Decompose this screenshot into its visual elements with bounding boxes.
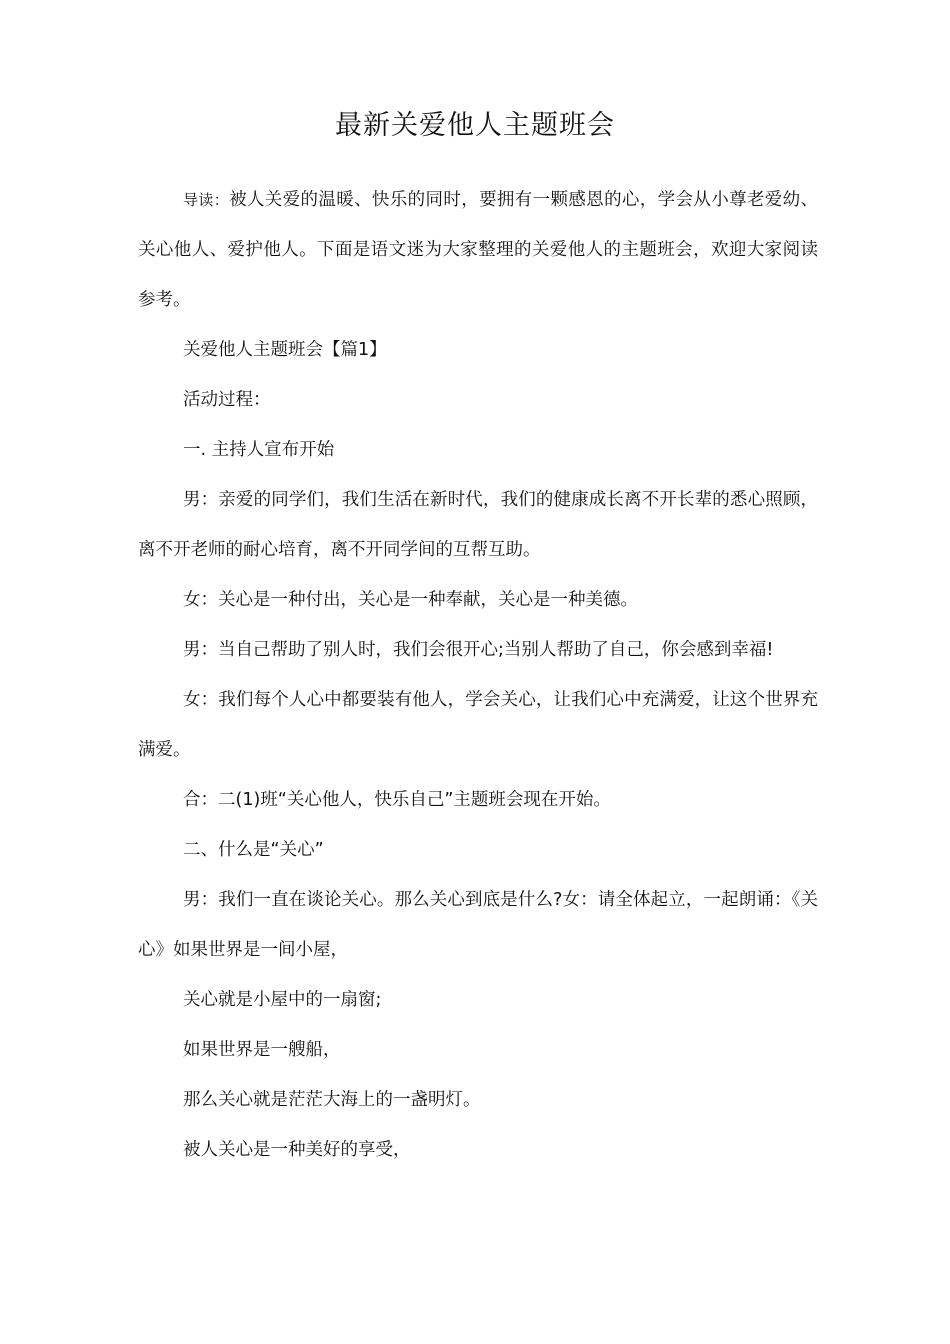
paragraph: 关心就是小屋中的一扇窗; — [183, 990, 382, 1010]
document-body — [138, 175, 818, 1175]
section-heading: 关爱他人主题班会【篇1】 — [183, 340, 387, 360]
lead-paragraph — [138, 175, 818, 325]
document-title: 最新关爱他人主题班会 — [335, 110, 615, 141]
lead-label: 导读： — [183, 191, 230, 209]
paragraph: 女：我们每个人心中都要装有他人，学会关心，让我们心中充满爱，让这个世界充满爱。 — [138, 690, 818, 760]
paragraph: 被人关心是一种美好的享受， — [183, 1140, 411, 1160]
paragraph: 男：亲爱的同学们，我们生活在新时代，我们的健康成长离不开长辈的悉心照顾，离不开老师的耐心培育，离不开同学间的互帮互助。 — [138, 490, 818, 560]
paragraph: 合：二(1)班“关心他人，快乐自己”主题班会现在开始。 — [183, 790, 611, 810]
paragraph: 女：关心是一种付出，关心是一种奉献，关心是一种美德。 — [183, 590, 638, 610]
paragraph: 男：当自己帮助了别人时，我们会很开心;当别人帮助了自己，你会感到幸福! — [183, 640, 774, 660]
paragraph: 那么关心就是茫茫大海上的一盏明灯。 — [183, 1090, 481, 1110]
paragraph: 如果世界是一艘船， — [183, 1040, 341, 1060]
paragraph: 男：我们一直在谈论关心。那么关心到底是什么?女：请全体起立，一起朗诵：《关心》如果世界是一间小屋， — [138, 890, 818, 960]
paragraph: 活动过程： — [183, 390, 271, 410]
paragraph: 一. 主持人宣布开始 — [183, 440, 335, 460]
paragraph: 二、什么是“关心” — [183, 840, 324, 860]
lead-text: 被人关爱的温暖、快乐的同时，要拥有一颗感恩的心，学会从小尊老爱幼、关心他人、爱护他人。下面是语文迷为大家整理的关爱他人的主题班会，欢迎大家阅读参考。 — [138, 190, 818, 310]
